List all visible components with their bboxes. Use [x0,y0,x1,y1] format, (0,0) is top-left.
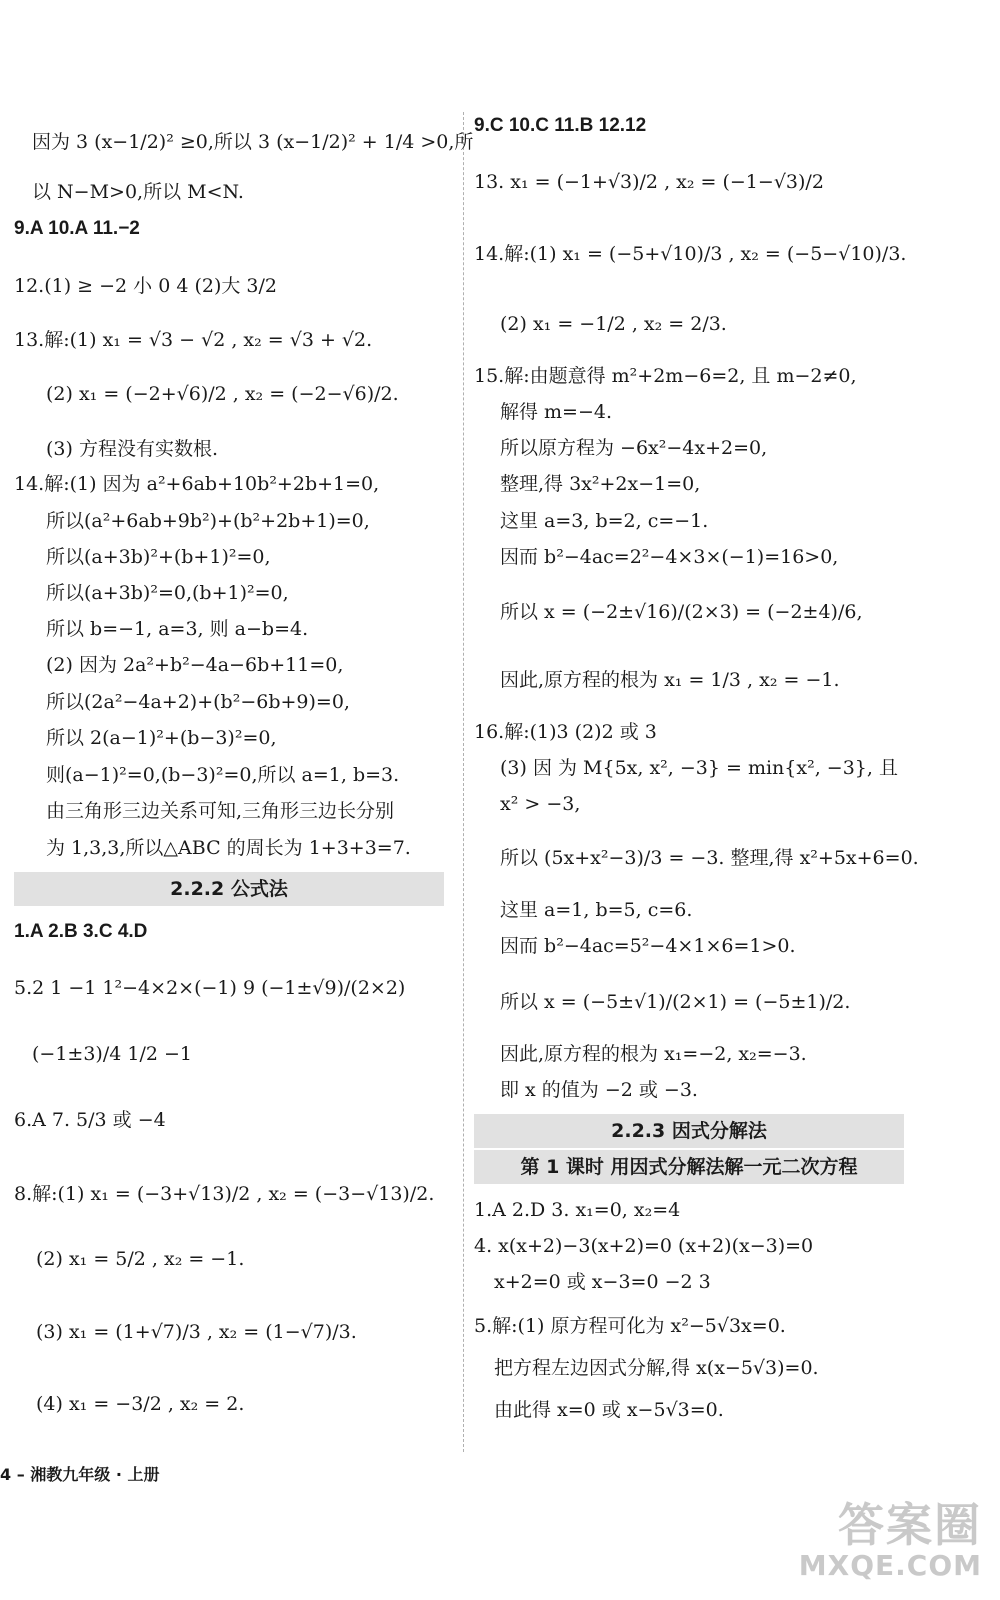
right-line: (2) x₁ = −1/2 , x₂ = 2/3. [500,313,727,335]
left-line: 12.(1) ≥ −2 小 0 4 (2)大 3/2 [14,275,278,297]
right-line: 因此,原方程的根为 x₁=−2, x₂=−3. [500,1043,807,1065]
right-line: 因而 b²−4ac=2²−4×3×(−1)=16>0, [500,546,839,568]
column-divider [463,112,465,1452]
right-line: 13. x₁ = (−1+√3)/2 , x₂ = (−1−√3)/2 [474,171,824,193]
left-line: (3) 方程没有实数根. [46,438,218,460]
left-line: 所以(2a²−4a+2)+(b²−6b+9)=0, [46,691,350,713]
left-line: 所以(a+3b)²+(b+1)²=0, [46,546,271,568]
right-line: 所以 x = (−2±√16)/(2×3) = (−2±4)/6, [500,601,863,623]
left-line: 因为 3 (x−1/2)² ≥0,所以 3 (x−1/2)² + 1/4 >0,所 [32,131,474,153]
right-line: 把方程左边因式分解,得 x(x−5√3)=0. [494,1357,819,1379]
watermark [798,1498,982,1582]
right-line: 即 x 的值为 −2 或 −3. [500,1079,698,1101]
right-line: (3) 因 为 M{5x, x², −3} = min{x², −3}, 且 [500,757,898,779]
left-line: 6.A 7. 5/3 或 −4 [14,1109,166,1131]
page-footer: 4 – 湘教九年级 · 上册 [0,1465,160,1484]
left-line: 所以(a+3b)²=0,(b+1)²=0, [46,582,289,604]
left-line: 所以 2(a−1)²+(b−3)²=0, [46,727,277,749]
right-line: 15.解:由题意得 m²+2m−6=2, 且 m−2≠0, [474,365,857,387]
left-line: 5.2 1 −1 1²−4×2×(−1) 9 (−1±√9)/(2×2) [14,977,406,999]
section-header: 2.2.3 因式分解法 [474,1114,904,1148]
left-line: 所以 b=−1, a=3, 则 a−b=4. [46,618,309,640]
left-line: (4) x₁ = −3/2 , x₂ = 2. [36,1393,245,1415]
left-line: (2) x₁ = 5/2 , x₂ = −1. [36,1248,245,1270]
right-line: 9.C 10.C 11.B 12.12 [474,115,647,136]
right-line: 14.解:(1) x₁ = (−5+√10)/3 , x₂ = (−5−√10)/3. [474,243,907,265]
right-line: 因此,原方程的根为 x₁ = 1/3 , x₂ = −1. [500,669,840,691]
right-line: 这里 a=1, b=5, c=6. [500,899,693,921]
left-line: (−1±3)/4 1/2 −1 [32,1043,192,1065]
left-line: 8.解:(1) x₁ = (−3+√13)/2 , x₂ = (−3−√13)/2. [14,1183,435,1205]
right-line: x² > −3, [500,793,581,815]
left-line: 则(a−1)²=0,(b−3)²=0,所以 a=1, b=3. [46,764,400,786]
left-line: 由三角形三边关系可知,三角形三边长分别 [46,800,395,822]
left-line: (2) 因为 2a²+b²−4a−6b+11=0, [46,654,344,676]
left-line: 为 1,3,3,所以△ABC 的周长为 1+3+3=7. [46,837,411,859]
left-line: 所以(a²+6ab+9b²)+(b²+2b+1)=0, [46,510,370,532]
right-line: 4. x(x+2)−3(x+2)=0 (x+2)(x−3)=0 [474,1235,814,1257]
left-line: 9.A 10.A 11.−2 [14,218,140,239]
left-line: 1.A 2.B 3.C 4.D [14,921,148,942]
left-line: 13.解:(1) x₁ = √3 − √2 , x₂ = √3 + √2. [14,329,373,351]
right-line: 由此得 x=0 或 x−5√3=0. [494,1399,724,1421]
watermark-url: MXQE.COM [798,1549,982,1582]
right-line: x+2=0 或 x−3=0 −2 3 [494,1271,711,1293]
section-header: 2.2.2 公式法 [14,872,444,906]
right-line: 16.解:(1)3 (2)2 或 3 [474,721,657,743]
left-line: (3) x₁ = (1+√7)/3 , x₂ = (1−√7)/3. [36,1321,357,1343]
right-line: 所以原方程为 −6x²−4x+2=0, [500,437,768,459]
lesson-header: 第 1 课时 用因式分解法解一元二次方程 [474,1150,904,1184]
left-line: 以 N−M>0,所以 M<N. [32,181,244,203]
right-line: 所以 x = (−5±√1)/(2×1) = (−5±1)/2. [500,991,851,1013]
right-line: 所以 (5x+x²−3)/3 = −3. 整理,得 x²+5x+6=0. [500,847,919,869]
right-line: 这里 a=3, b=2, c=−1. [500,510,709,532]
right-line: 因而 b²−4ac=5²−4×1×6=1>0. [500,935,796,957]
right-line: 解得 m=−4. [500,401,613,423]
right-line: 整理,得 3x²+2x−1=0, [500,473,701,495]
left-line: 14.解:(1) 因为 a²+6ab+10b²+2b+1=0, [14,473,380,495]
watermark-logo-text: 答案圈 [838,1498,982,1552]
left-line: (2) x₁ = (−2+√6)/2 , x₂ = (−2−√6)/2. [46,383,399,405]
right-line: 1.A 2.D 3. x₁=0, x₂=4 [474,1199,681,1221]
right-line: 5.解:(1) 原方程可化为 x²−5√3x=0. [474,1315,786,1337]
